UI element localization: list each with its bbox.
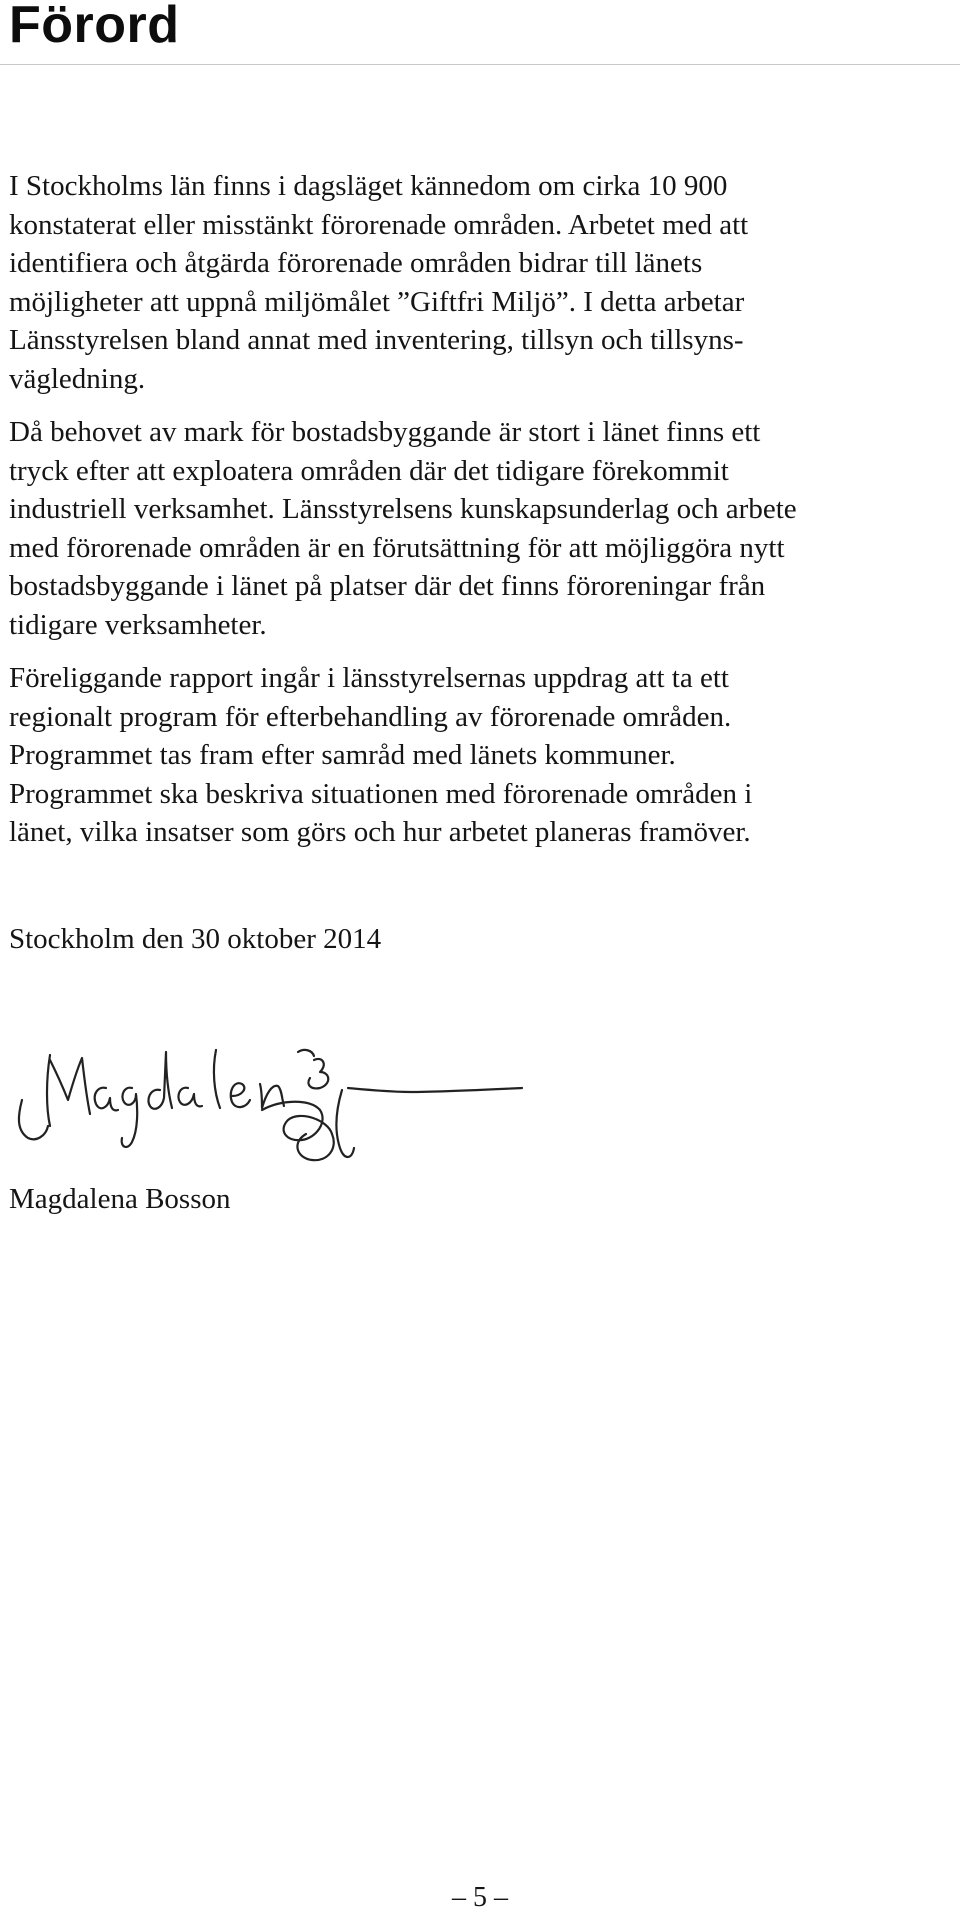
paragraph-line: Då behovet av mark för bostadsbyggande är stort i länet finns ett: [9, 416, 761, 448]
paragraph-line: industriell verksamhet. Länsstyrelsens kunskapsunderlag och arbete: [9, 493, 797, 525]
place-and-date: Stockholm den 30 oktober 2014: [9, 923, 382, 955]
paragraph-line: Länsstyrelsen bland annat med inventering, tillsyn och tillsyns-: [9, 324, 744, 356]
paragraph-line: länet, vilka insatser som görs och hur arbetet planeras framöver.: [9, 816, 751, 848]
signer-name: Magdalena Bosson: [9, 1183, 231, 1215]
paragraph-line: regionalt program för efterbehandling av förorenade områden.: [9, 700, 732, 733]
paragraph-line: I Stockholms län finns i dagsläget kännedom om cirka 10 900: [9, 170, 728, 202]
paragraph-line: Föreliggande rapport ingår i länsstyrelsernas uppdrag att ta ett: [9, 662, 729, 694]
paragraph-program: [9, 659, 909, 852]
page-number: – 5 –: [452, 1882, 508, 1913]
paragraph-line: vägledning.: [9, 362, 146, 395]
paragraph-line: med förorenade områden är en förutsättning för att möjliggöra nytt: [9, 531, 785, 564]
title-divider: [0, 64, 960, 65]
paragraph-line: bostadsbyggande i länet på platser där det finns föroreningar från: [9, 570, 766, 602]
paragraph-intro: [9, 167, 909, 398]
paragraph-line: tryck efter att exploatera områden där det tidigare förekommit: [9, 454, 729, 487]
paragraph-line: tidigare verksamheter.: [9, 608, 267, 641]
paragraph-line: möjligheter att uppnå miljömålet ”Giftfri Miljö”. I detta arbetar: [9, 285, 745, 318]
paragraph-line: konstaterat eller misstänkt förorenade områden. Arbetet med att: [9, 208, 749, 241]
page-title: Förord: [9, 0, 180, 54]
paragraph-line: Programmet tas fram efter samråd med länets kommuner.: [9, 739, 676, 771]
paragraph-line: identifiera och åtgärda förorenade områden bidrar till länets: [9, 247, 703, 279]
handwritten-signature-icon: [10, 1030, 530, 1180]
paragraph-line: Programmet ska beskriva situationen med förorenade områden i: [9, 777, 753, 810]
paragraph-housing: [9, 413, 909, 644]
